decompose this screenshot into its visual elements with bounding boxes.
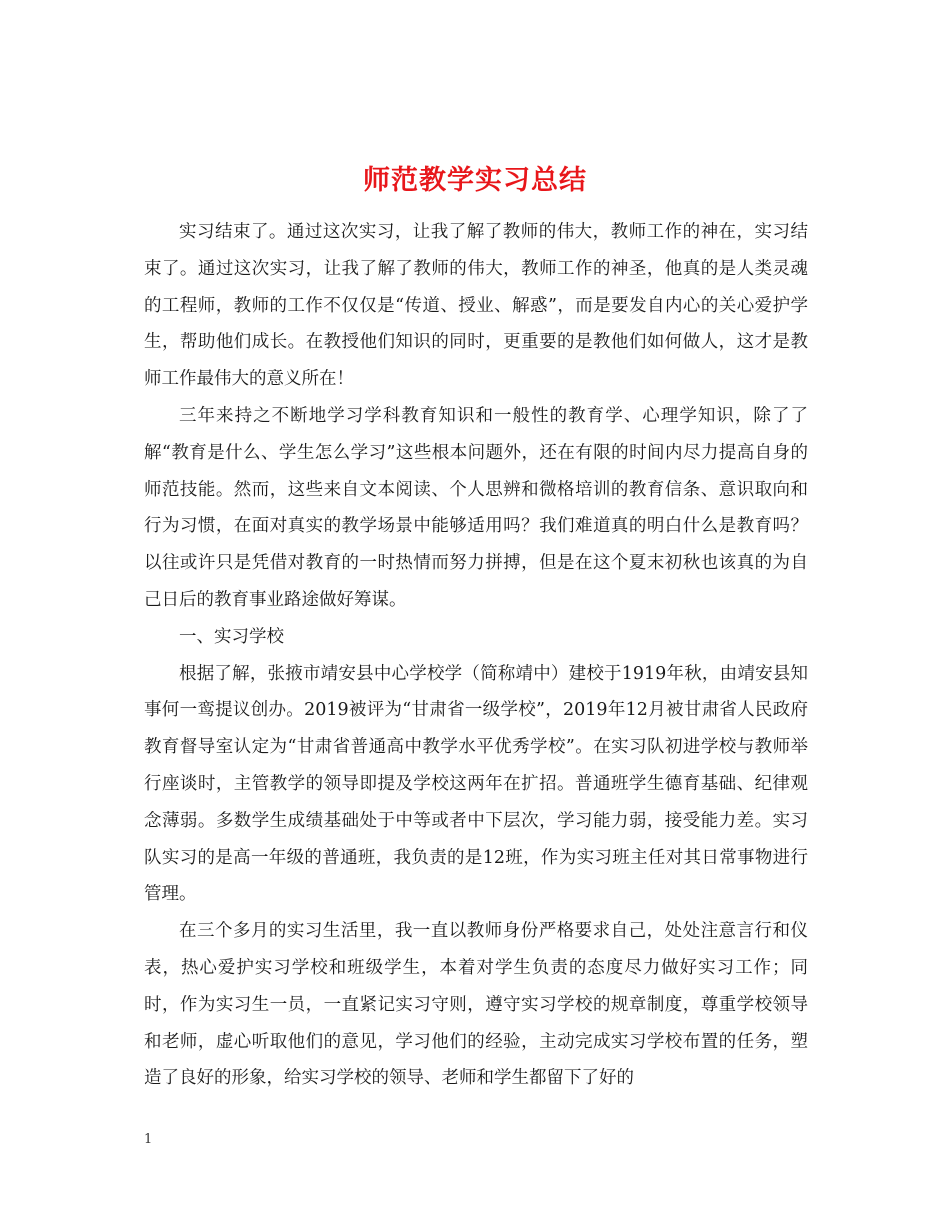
section-heading-school: 一、实习学校 — [179, 626, 284, 647]
paragraph-school: 根据了解，张掖市靖安县中心学校学（简称靖中）建校于1919年秋，由靖安县知事何一鸾提议创办。2019被评为“甘肃省一级学校”，2019年12月被甘肃省人民政府教育督导室认定为“甘肃省普通高中教学水平优秀学校”。在实习队初进学校与教师举行座谈时，主管教学的领导即提及学校这两年在扩招。普通班学生德育基础、纪律观念薄弱。多数学生成绩基础处于中等或者中下层次，学习能力弱，接受能力差。实习队实习的是高一年级的普通班，我负责的是12班，作为实习班主任对其日常事物进行管理。 — [144, 663, 808, 905]
document-title: 师范教学实习总结 — [363, 165, 587, 197]
paragraph-internship: 在三个多月的实习生活里，我一直以教师身份严格要求自己，处处注意言行和仪表，热心爱护实习学校和班级学生，本着对学生负责的态度尽力做好实习工作；同时，作为实习生一员，一直紧记实习守则，遵守实习学校的规章制度，尊重学校领导和老师，虚心听取他们的意见，学习他们的经验，主动完成实习学校布置的任务，塑造了良好的形象，给实习学校的领导、老师和学生都留下了好的 — [144, 921, 808, 1089]
paragraph-study: 三年来持之不断地学习学科教育知识和一般性的教育学、心理学知识，除了了解“教育是什么、学生怎么学习”这些根本问题外，还在有限的时间内尽力提高自身的师范技能。然而，这些来自文本阅读、个人思辨和微格培训的教育信条、意识取向和行为习惯，在面对真实的教学场景中能够适用吗？我们难道真的明白什么是教育吗？以往或许只是凭借对教育的一时热情而努力拼搏，但是在这个夏末初秋也该真的为自己日后的教育事业路途做好筹谋。 — [144, 405, 808, 610]
page-number: 1 — [144, 1132, 153, 1147]
document-body — [144, 214, 808, 1097]
paragraph-intro: 实习结束了。通过这次实习，让我了解了教师的伟大，教师工作的神在，实习结束了。通过这次实习，让我了解了教师的伟大，教师工作的神圣，他真的是人类灵魂的工程师，教师的工作不仅仅是“传道、授业、解惑”，而是要发自内心的关心爱护学生，帮助他们成长。在教授他们知识的同时，更重要的是教他们如何做人，这才是教师工作最伟大的意义所在！ — [144, 222, 808, 390]
